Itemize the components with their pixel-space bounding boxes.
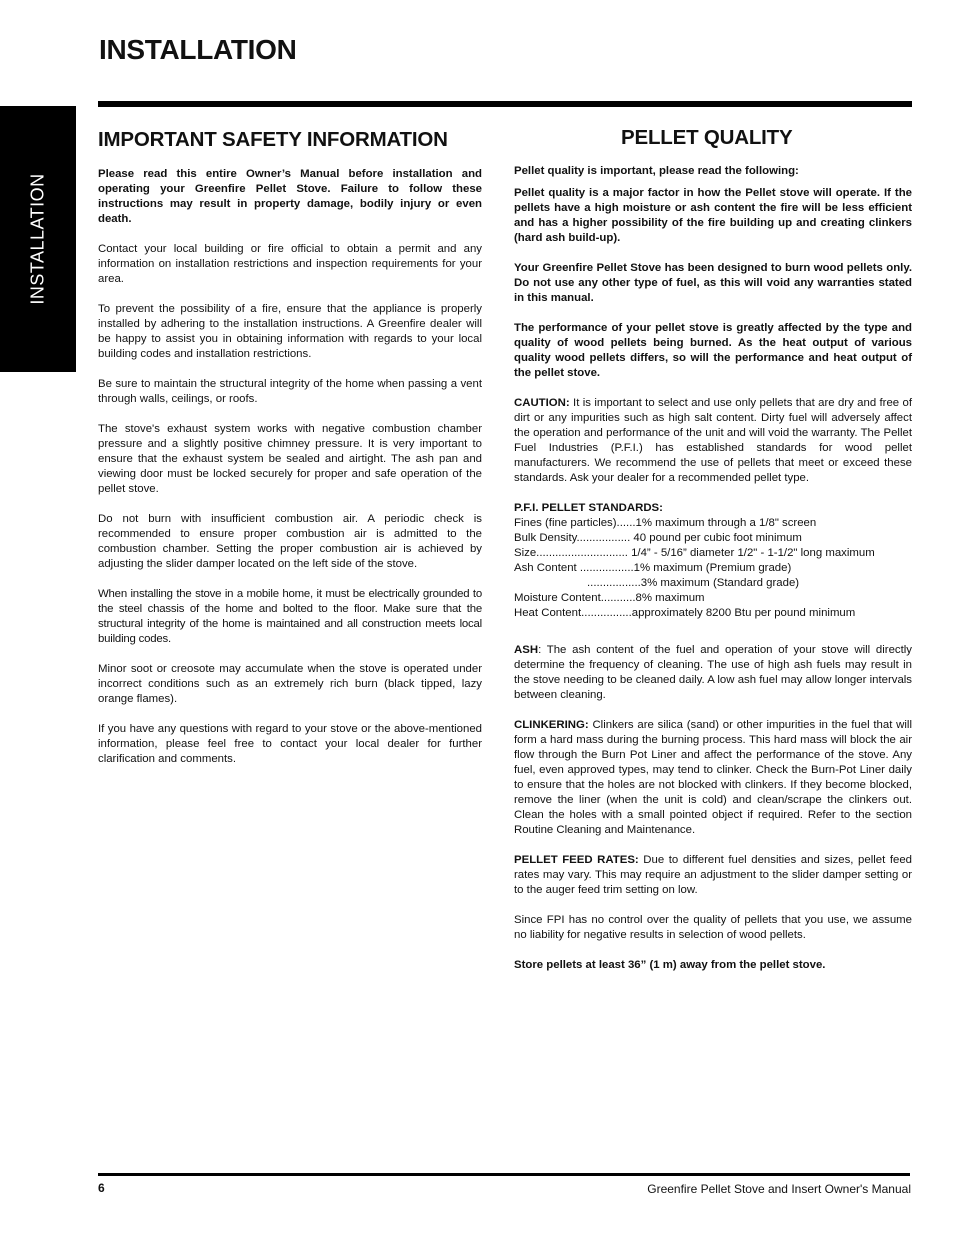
caution-paragraph (514, 396, 912, 486)
pellet-quality-paragraph: Your Greenfire Pellet Stove has been designed to burn wood pellets only. Do not use any other type of fuel, as this will void any warranties stated in this manual. (514, 262, 912, 304)
safety-paragraph: When installing the stove in a mobile home, it must be electrically grounded to the steel chassis of the home and bolted to the floor. Make sure that the structural integrity of the home is maintained and all construction meets local building codes. (98, 588, 482, 645)
manual-title: Greenfire Pellet Stove and Insert Owner's Manual (647, 1182, 911, 1196)
ash-label: ASH (514, 644, 539, 656)
safety-paragraph: To prevent the possibility of a fire, ensure that the appliance is properly installed by adhering to the installation instructions. A Greenfire dealer will be happy to assist you in obtaining information with regards to your local building codes and installation restrictions. (98, 303, 482, 360)
feed-rates-paragraph (514, 853, 912, 898)
side-tab-label: INSTALLATION (27, 173, 48, 305)
pfi-standard-line: Size............................. 1/4” - 5/16” diameter 1/2" - 1-1/2" long maximum (514, 547, 875, 559)
pfi-standard-line: Heat Content................approximately 8200 Btu per pound minimum (514, 607, 856, 619)
footer-divider (98, 1173, 910, 1176)
pfi-standard-line: Bulk Density................. 40 pound per cubic foot minimum (514, 532, 802, 544)
safety-paragraph: If you have any questions with regard to your stove or the above-mentioned information, please feel free to contact your local dealer for further clarification and comments. (98, 723, 482, 765)
liability-paragraph: Since FPI has no control over the quality of pellets that you use, we assume no liability for negative results in selection of wood pellets. (514, 914, 912, 941)
safety-paragraph: The stove's exhaust system works with negative combustion chamber pressure and a slightly positive chimney pressure. It is very important to ensure that the exhaust system be sealed and airtight. The ash pan and viewing door must be locked securely for proper and safe operation of the pellet stove. (98, 423, 482, 495)
caution-text: It is important to select and use only pellets that are dry and free of dirt or any impurities such as high salt content. Dirty fuel will adversely affect the operation and performance of the unit and will void the warranty. The Pellet Fuel Industries (P.F.I.) has established standards for wood pellet manufacturers. We recommend the use of pellets that meet or exceed these standards. Ask your dealer for a recommended pellet type. (514, 397, 912, 484)
safety-information-column (98, 128, 482, 782)
safety-paragraph: Minor soot or creosote may accumulate when the stove is operated under incorrect conditions such as an extremely rich burn (black tipped, lazy orange flames). (98, 663, 482, 705)
pfi-standards-title: P.F.I. PELLET STANDARDS: (514, 502, 663, 514)
feed-rates-text: Due to different fuel densities and sizes, pellet feed rates may vary. This may require an adjustment to the slider damper setting or to the auger feed trim setting on low. (514, 854, 912, 896)
ash-text: : The ash content of the fuel and operation of your stove will directly determine the frequency of cleaning. The use of high ash fuels may result in the stove needing to be cleaned daily. A low ash fuel may allow longer intervals between cleaning. (514, 644, 912, 701)
page-title: INSTALLATION (99, 34, 297, 65)
safety-intro-paragraph: Please read this entire Owner’s Manual before installation and operating your Greenfire Pellet Stove. Failure to follow these instructions may result in property damage, bodily injury or even death. (98, 168, 482, 225)
pfi-standard-line: .................3% maximum (Standard grade) (587, 577, 800, 589)
safety-paragraph: Be sure to maintain the structural integrity of the home when passing a vent through walls, ceilings, or roofs. (98, 378, 482, 405)
safety-paragraph: Contact your local building or fire official to obtain a permit and any information on installation restrictions and inspection requirements for your area. (98, 243, 482, 285)
clinkering-label: CLINKERING: (514, 719, 589, 731)
clinkering-text: Clinkers are silica (sand) or other impurities in the fuel that will form a hard mass during the burning process. This hard mass will block the air flow through the Burn Pot Liner and affect the performance of the stove. Any fuel, even approved types, may tend to clinker. Check the Burn-Pot Liner daily to ensure that the holes are not blocked with clinkers. If they become blocked, remove the liner (when the unit is cold) and clean/scrape the clinkers out. Clean the holes with a small pointed object if required. Refer to the section Routine Cleaning and Maintenance. (514, 719, 912, 836)
pellet-quality-paragraph: The performance of your pellet stove is greatly affected by the type and quality of wood pellets being burned. As the heat output of various quality wood pellets differs, so will the performance and heat output of the pellet stove. (514, 322, 912, 379)
store-note: Store pellets at least 36” (1 m) away from the pellet stove. (514, 959, 826, 971)
pfi-standard-line: Ash Content .................1% maximum (Premium grade) (514, 562, 792, 574)
clinkering-paragraph (514, 718, 912, 838)
side-tab (0, 106, 76, 372)
pfi-standard-line: Fines (fine particles)......1% maximum through a 1/8" screen (514, 517, 817, 529)
top-divider (98, 101, 912, 107)
pfi-standards (514, 501, 912, 621)
caution-label: CAUTION: (514, 397, 570, 409)
pfi-standard-line: Moisture Content...........8% maximum (514, 592, 705, 604)
pellet-quality-column (514, 126, 912, 988)
pellet-quality-heading: PELLET QUALITY (621, 126, 793, 149)
safety-paragraph: Do not burn with insufficient combustion air. A periodic check is recommended to ensure proper combustion air is admitted to the combustion chamber. Setting the proper combustion air is achieved by adjusting the slider damper located on the left side of the stove. (98, 513, 482, 570)
safety-heading: IMPORTANT SAFETY INFORMATION (98, 128, 448, 151)
pellet-quality-intro: Pellet quality is important, please read the following: (514, 165, 799, 177)
ash-paragraph (514, 643, 912, 703)
feed-rates-label: PELLET FEED RATES: (514, 854, 639, 866)
page-number: 6 (98, 1181, 105, 1195)
pellet-quality-paragraph: Pellet quality is a major factor in how the Pellet stove will operate. If the pellets have a high moisture or ash content the fire will be less efficient and has a higher possibility of the fire building up and creating clinkers (hard ash build-up). (514, 187, 912, 244)
